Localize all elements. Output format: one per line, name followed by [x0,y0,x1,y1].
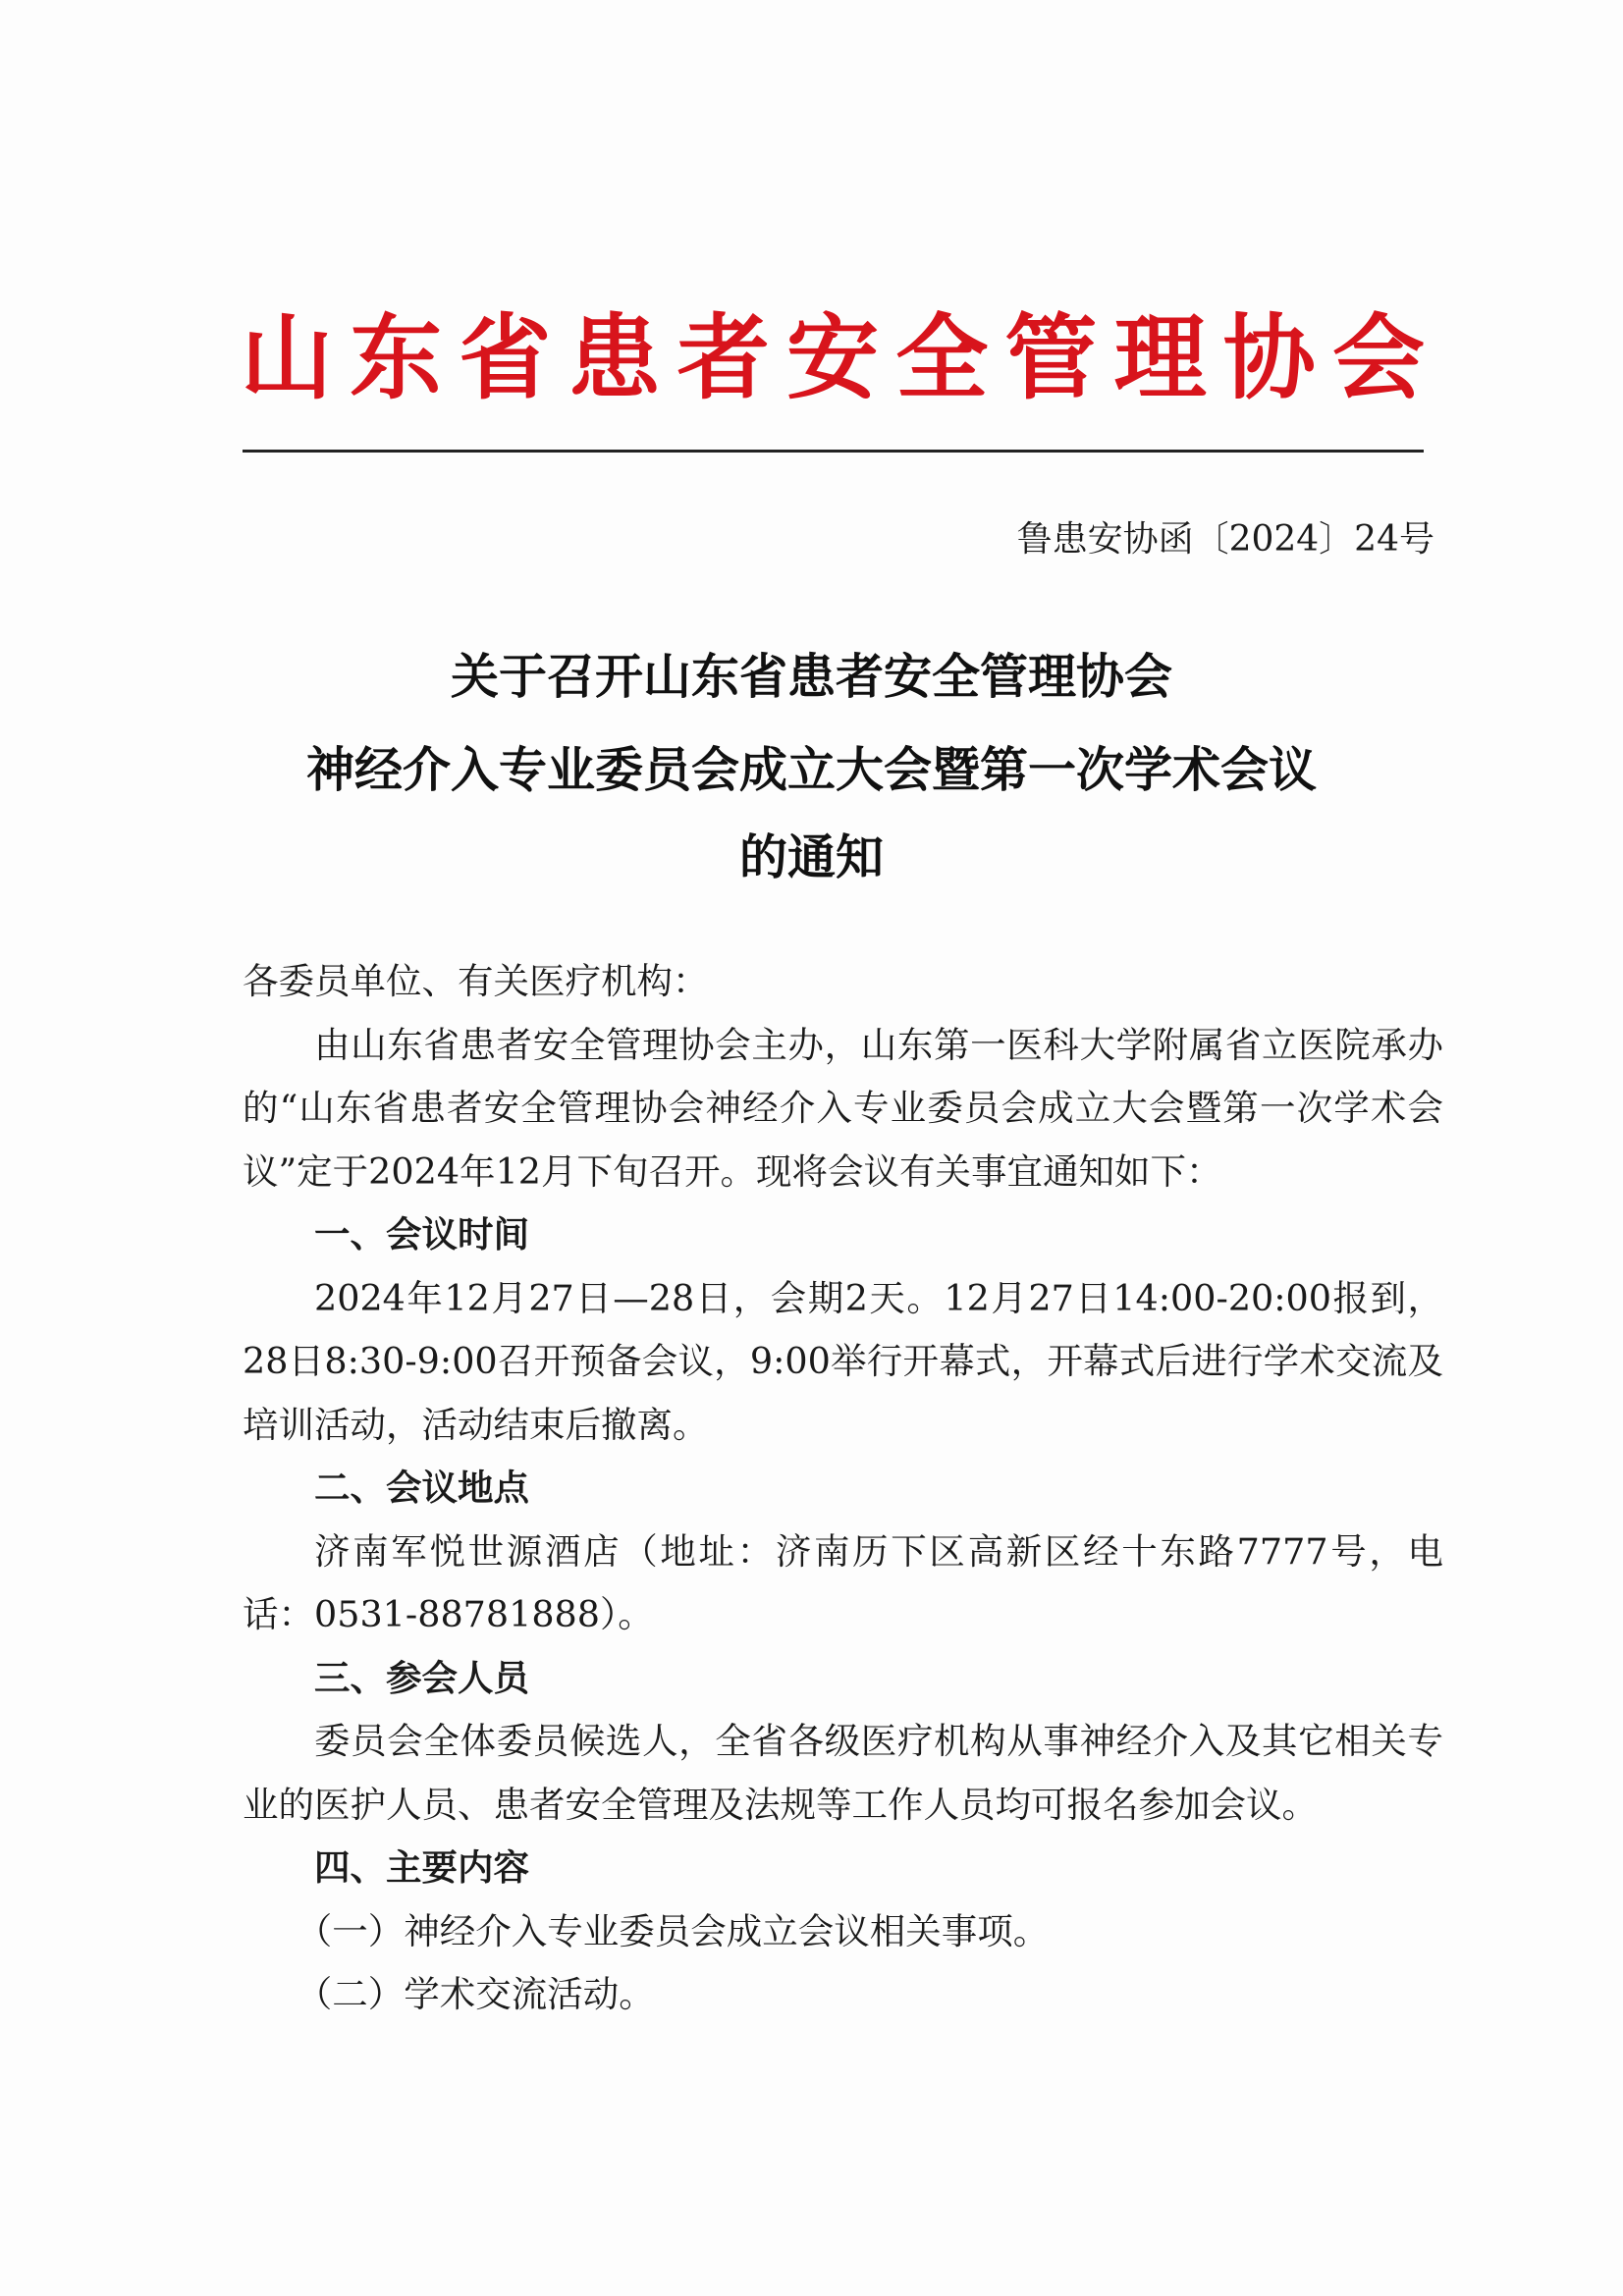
section-heading-contents: 四、主要内容 [314,1846,529,1889]
section-content-attendees: 委员会全体委员候选人，全省各级医疗机构从事神经介入及其它相关专业的医护人员、患者安全管理及法规等工作人员均可报名参加会议。 [243,1720,1443,1826]
content-item-2: （二）学术交流活动。 [296,1973,655,2015]
title-line-2: 神经介入专业委员会成立大会暨第一次学术会议 [305,742,1317,798]
salutation: 各委员单位、有关医疗机构： [243,960,709,1002]
section-heading-attendees: 三、参会人员 [314,1656,529,1699]
document-number: 鲁患安协函〔2024〕24号 [1016,519,1434,560]
section-content-venue: 济南军悦世源酒店（地址：济南历下区高新区经十东路7777号，电话：0531-88781888）。 [243,1529,1443,1635]
letterhead-divider [243,450,1424,453]
section-content-time: 2024年12月27日—28日，会期2天。12月27日14:00-20:00报到，28日8:30-9:00召开预备会议，9:00举行开幕式，开幕式后进行学术交流及培训活动，活动结束后撤离。 [243,1276,1443,1446]
section-heading-venue: 二、会议地点 [314,1467,529,1509]
content-item-1: （一）神经介入专业委员会成立会议相关事项。 [296,1909,1050,1952]
title-line-3: 的通知 [738,829,884,885]
letterhead-organization: 山东省患者安全管理协会 [241,304,1429,412]
title-line-1: 关于召开山东省患者安全管理协会 [450,649,1172,705]
section-heading-time: 一、会议时间 [314,1213,529,1255]
intro-paragraph: 由山东省患者安全管理协会主办，山东第一医科大学附属省立医院承办的“山东省患者安全管理协会神经介入专业委员会成立大会暨第一次学术会议”定于2024年12月下旬召开。现将会议有关事宜通知如下： [243,1023,1443,1193]
document-body [243,950,1443,2027]
